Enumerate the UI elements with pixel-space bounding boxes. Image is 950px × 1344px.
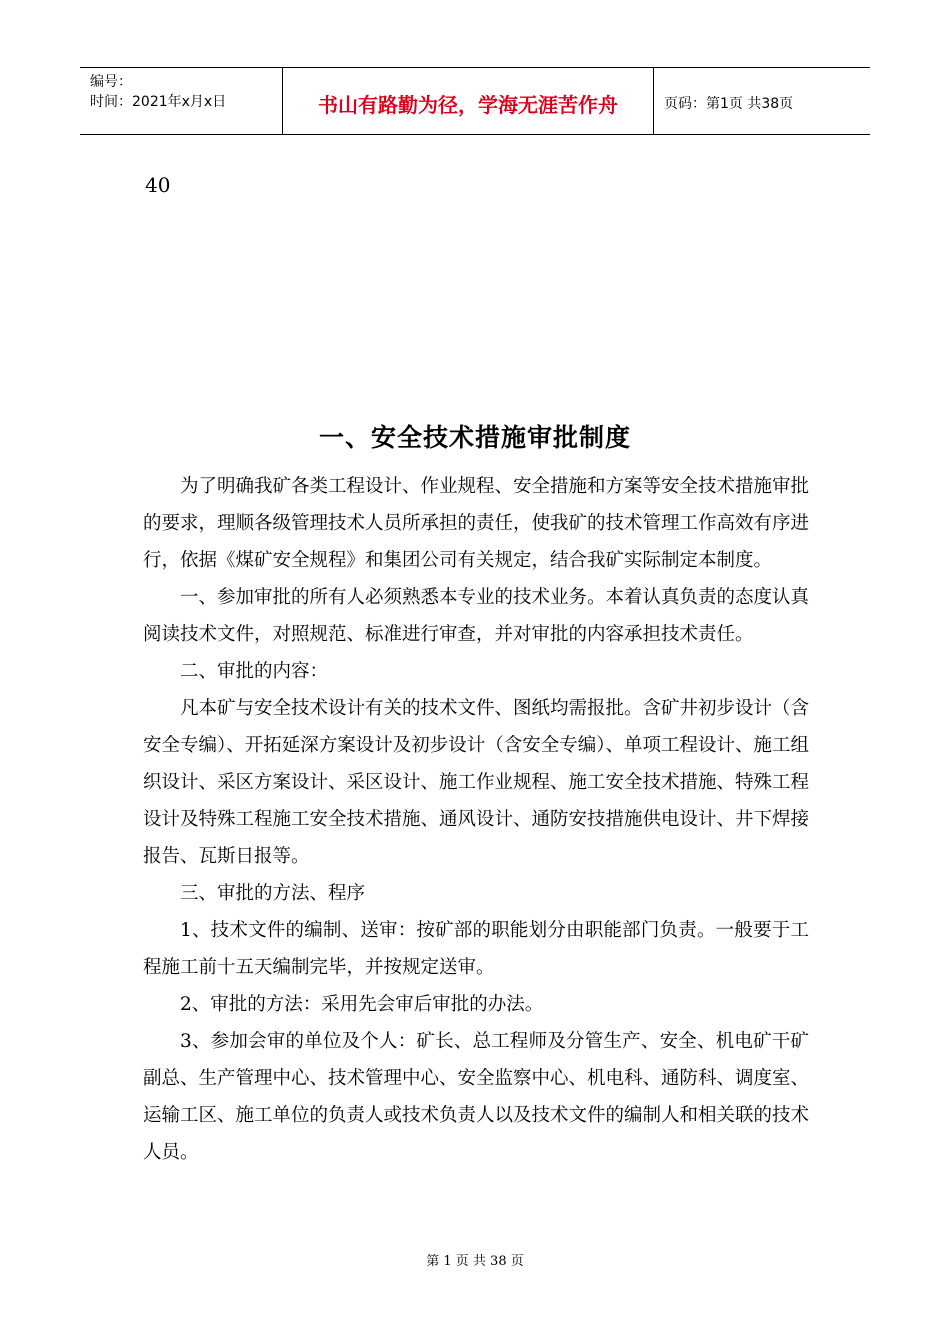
page-footer: 第 1 页 共 38 页 xyxy=(426,1254,524,1269)
paragraph: 2、审批的方法：采用先会审后审批的办法。 xyxy=(180,994,544,1015)
header-motto: 书山有路勤为径，学海无涯苦作舟 xyxy=(283,68,654,134)
paragraph: 凡本矿与安全技术设计有关的技术文件、图纸均需报批。含矿井初步设计（含安全专编）、开拓延深方案设计及初步设计（含安全专编）、单项工程设计、施工组织设计、采区方案设计、采区设计、施工作业规程、施工安全技术措施、特殊工程设计及特殊工程施工安全技术措施、通风设计、通防安技措施供电设计、井下焊接报告、瓦斯日报等。 xyxy=(143,698,810,867)
paragraph: 3、参加会审的单位及个人：矿长、总工程师及分管生产、安全、机电矿干矿副总、生产管理中心、技术管理中心、安全监察中心、机电科、通防科、调度室、运输工区、施工单位的负责人或技术负责人以及技术文件的编制人和相关联的技术人员。 xyxy=(143,1031,810,1163)
paragraph: 三、审批的方法、程序 xyxy=(180,883,366,904)
paragraph: 二、审批的内容： xyxy=(180,661,329,682)
document-title: 一、安全技术措施审批制度 xyxy=(318,423,631,452)
header-date: 时间：2021年x月x日 xyxy=(90,94,227,110)
document-body xyxy=(143,468,809,1171)
header-page-info: 页码：第1页 共38页 xyxy=(664,96,794,112)
header-meta xyxy=(80,68,283,134)
page-top-number: 40 xyxy=(145,173,171,197)
page-header xyxy=(80,67,870,135)
paragraph: 一、参加审批的所有人必须熟悉本专业的技术业务。本着认真负责的态度认真阅读技术文件，对照规范、标准进行审查，并对审批的内容承担技术责任。 xyxy=(143,587,810,645)
paragraph: 为了明确我矿各类工程设计、作业规程、安全措施和方案等安全技术措施审批的要求，理顺各级管理技术人员所承担的责任，使我矿的技术管理工作高效有序进行，依据《煤矿安全规程》和集团公司有关规定，结合我矿实际制定本制度。 xyxy=(143,476,810,571)
header-code-label: 编号： xyxy=(90,74,132,90)
paragraph: 1、技术文件的编制、送审：按矿部的职能划分由职能部门负责。一般要于工程施工前十五天编制完毕，并按规定送审。 xyxy=(143,920,809,978)
